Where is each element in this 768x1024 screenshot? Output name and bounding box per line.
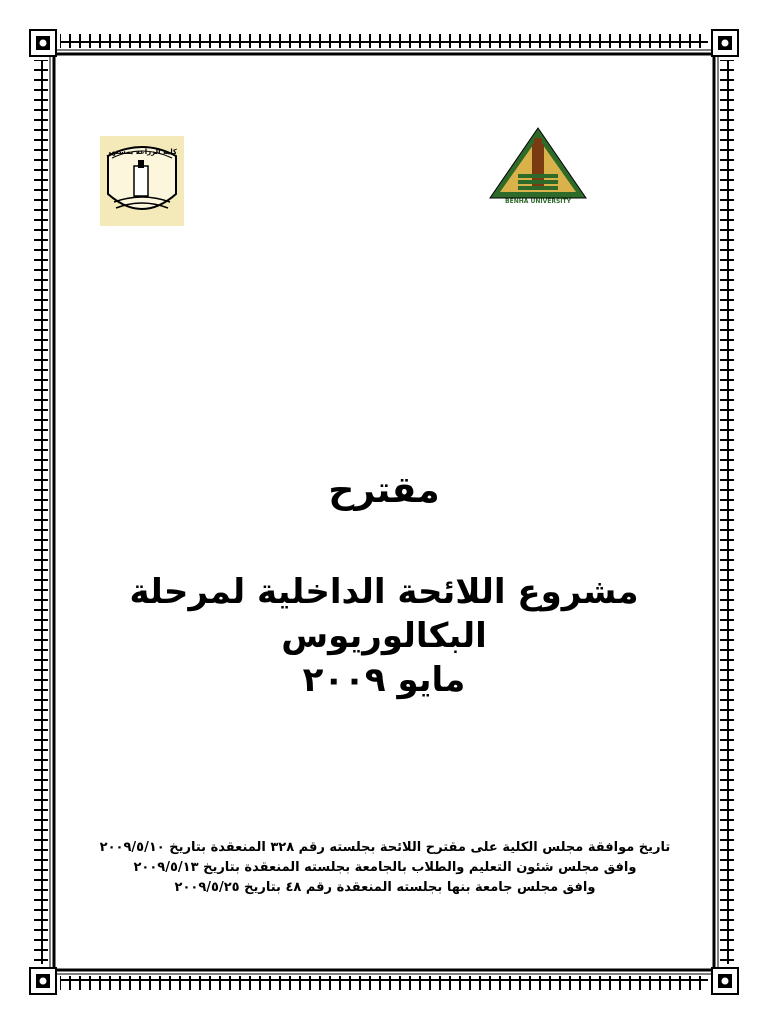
document-title: مقترح: [328, 470, 440, 511]
corner-ornament-top-right: [712, 30, 738, 56]
subtitle-line-date: مايو ٢٠٠٩: [302, 660, 466, 700]
corner-ornament-top-left: [30, 30, 56, 56]
document-subtitle: [60, 570, 708, 702]
university-logo: [488, 126, 588, 204]
svg-text:BENHA UNIVERSITY: BENHA UNIVERSITY: [505, 198, 571, 204]
subtitle-line-project: مشروع اللائحة الداخلية لمرحلة البكالوريوس: [129, 572, 639, 656]
svg-text:كلية الزراعة بمشتهر: كلية الزراعة بمشتهر: [106, 148, 178, 156]
approval-note: وافق مجلس جامعة بنها بجلسته المنعقدة رقم ٤٨ بتاريخ ٢٠٠٩/٥/٢٥: [174, 880, 596, 895]
approval-notes: [80, 838, 690, 898]
faculty-logo: [100, 136, 184, 226]
corner-ornament-bottom-right: [712, 968, 738, 994]
approval-note: تاريخ موافقة مجلس الكلية على مقترح اللائحة بجلسته رقم ٣٢٨ المنعقدة بتاريخ ٢٠٠٩/٥/١٠: [99, 840, 671, 855]
corner-ornament-bottom-left: [30, 968, 56, 994]
approval-note: وافق مجلس شئون التعليم والطلاب بالجامعة بجلسته المنعقدة بتاريخ ٢٠٠٩/٥/١٣: [133, 860, 637, 875]
